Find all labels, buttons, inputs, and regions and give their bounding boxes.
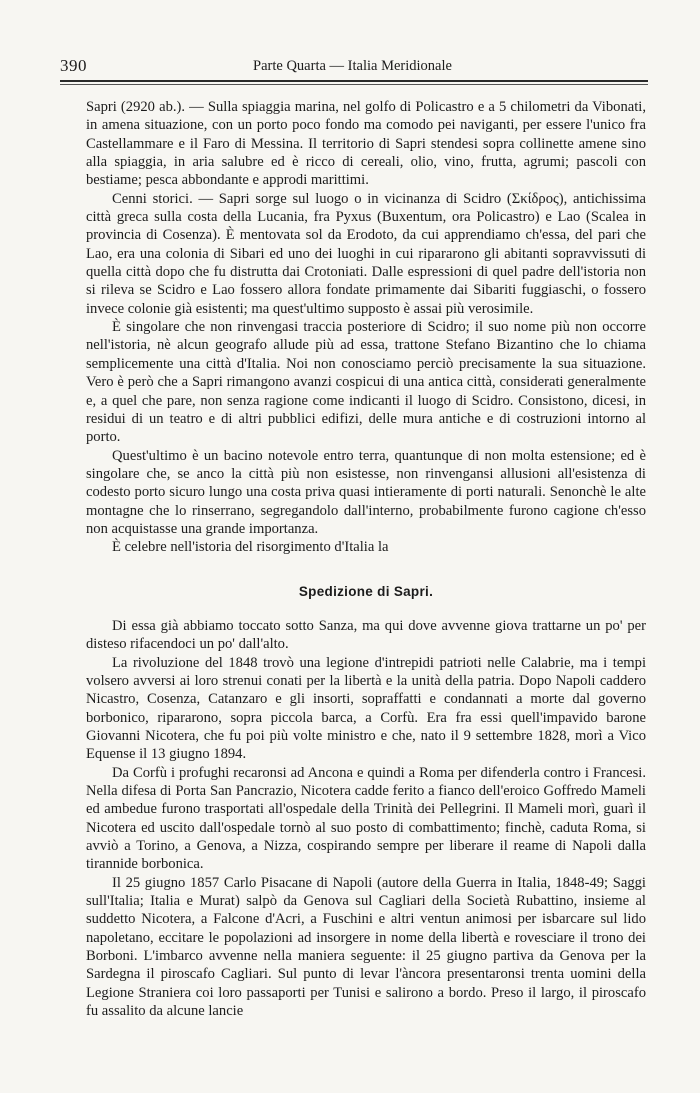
paragraph-corfu: Da Corfù i profughi recaronsi ad Ancona e quindi a Roma per difenderla contro i Francesi. Nella difesa di Porta San Pancrazio, Nicotera cadde ferito a fianco dell'eroico Goffredo Mameli ed ambedue furono trasportati all'ospedale della Trinità dei Pellegrini. Il Mameli morì, guarì il Nicotera ed uscito dall'ospedale tornò al suo posto di combattimento; finchè, caduta Roma, si avviò a Torino, a Genova, a Nizza, cospirando sempre per liberare il reame di Napoli dalla tirannide borbonica. <box>86 764 646 873</box>
paragraph-sanza: Di essa già abbiamo toccato sotto Sanza, ma qui dove avvenne giova trattarne un po' per disteso rifacendoci un po' dall'alto. <box>86 617 646 653</box>
section-heading: Spedizione di Sapri. <box>298 583 434 599</box>
page-number: 390 <box>60 56 87 75</box>
page-header <box>60 56 645 78</box>
running-title: Parte Quarta — Italia Meridionale <box>253 58 452 74</box>
paragraph-sapri: Sapri (2920 ab.). — Sulla spiaggia marina, nel golfo di Policastro e a 5 chilometri da Vibonati, in amena situazione, con un porto poco fondo ma comodo pei naviganti, per essere l'unico fra Castellammare e il Faro di Messina. Il territorio di Sapri stendesi sopra collinette amene sino alla spiaggia, in aria salubre ed è ricco di cereali, olio, vino, frutta, agrumi; pascoli con bestiame; pesca abbondante e approdi marittimi. <box>86 99 646 189</box>
paragraph-pisacane: Il 25 giugno 1857 Carlo Pisacane di Napoli (autore della Guerra in Italia, 1848-49; Saggi sull'Italia; Italia e Murat) salpò da Genova sul Cagliari della Società Rubattino, insieme al suddetto Nicotera, a Falcone d'Acri, a Fuschini e altri ventun animosi per isbarcare sul lido napoletano, eccitare le popolazioni ad insorgere in nome della libertà e rovesciare il trono dei Borboni. L'imbarco avvenne nella maniera seguente: il 25 giugno partiva da Genova per la Sardegna il piroscafo Cagliari. Sul punto di levar l'àncora presentaronsi trenta uomini della Legione Straniera coi loro passaporti per Tunisi e salirono a bordo. Preso il largo, il piroscafo fu assalito da alcune lancie <box>86 874 646 1020</box>
paragraph-rivoluzione: La rivoluzione del 1848 trovò una legione d'intrepidi patrioti nelle Calabrie, ma i tempi volsero avversi ai loro strenui conati per la libertà e la unità della patria. Dopo Napoli caddero Nicastro, Cosenza, Catanzaro e gli insorti, sopraffatti e condannati a morte dal governo borbonico, ripararono, sopra piccola barca, a Corfù. Era fra essi quell'impavido barone Giovanni Nicotera, che fu poi più volte ministro e che, nato il 9 settembre 1828, morì a Vico Equense il 13 giugno 1894. <box>86 654 646 763</box>
paragraph-celebre: È celebre nell'istoria del risorgimento d'Italia la <box>112 539 389 556</box>
header-rule <box>60 80 648 82</box>
paragraph-porto: Quest'ultimo è un bacino notevole entro terra, quantunque di non molta estensione; ed è singolare che, se anco la città più non esistesse, non rinvengansi allusioni all'esistenza di codesto porto sicuro lungo una costa priva quasi intieramente di porti naturali. Senonchè le alte montagne che lo rinserrano, segregandolo dall'interno, probabilmente furono cagione ch'esso non acquistasse una grande importanza. <box>86 447 646 537</box>
header-rule-thin <box>60 84 648 85</box>
paragraph-scidro: È singolare che non rinvengasi traccia posteriore di Scidro; il suo nome più non occorre nell'istoria, nè alcun geografo allude più ad essa, trattone Stefano Bizantino che lo chiama semplicemente una città d'Italia. Noi non conosciamo perciò precisamente la sua situazione. Vero è però che a Sapri rimangono avanzi cospicui di una antica città, considerati generalmente e, a quel che pare, non senza ragione come indicanti il luogo di Scidro. Consistono, dicesi, in residui di un teatro e di altri pubblici edifizi, delle mura antiche e di costruzioni intorno al porto. <box>86 319 646 446</box>
paragraph-cenni-storici: Cenni storici. — Sapri sorge sul luogo o in vicinanza di Scidro (Σκίδρος), antichissima città greca sulla costa della Lucania, fra Pyxus (Buxentum, ora Policastro) e Lao (Scalea in provincia di Cosenza). È mentovata sol da Erodoto, da cui apprendiamo ch'essa, del pari che Lao, era una colonia di Sibari ed uno dei luoghi in cui ripararono gli abitanti sopravvissuti di quella città dopo che fu distrutta dai Crotoniati. Dalle espressioni di quel padre dell'istoria non si rileva se Scidro e Lao fossero allora fondate primamente dai Sibariti fuggiaschi, o fossero invece colonie già esistenti; ma quest'ultimo supposto è assai più verosimile. <box>86 190 646 317</box>
page-body <box>86 98 646 1021</box>
